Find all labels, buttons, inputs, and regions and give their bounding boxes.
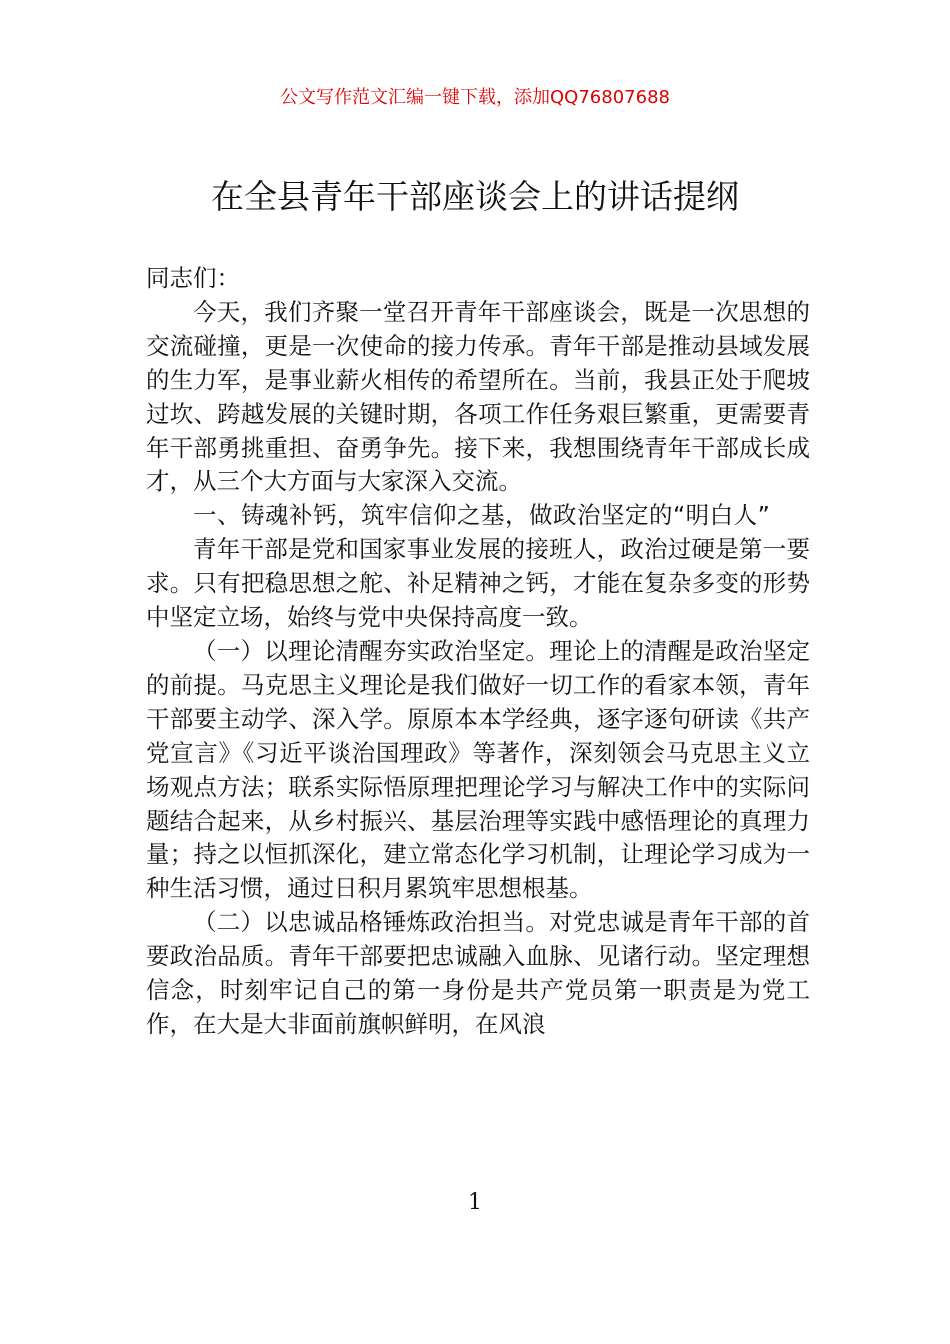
paragraph-subsection-1: （一）以理论清醒夯实政治坚定。理论上的清醒是政治坚定的前提。马克思主义理论是我们做好一切工作的看家本领，青年干部要主动学、深入学。原原本本学经典，逐字逐句研读《共产党宣言》《习近平谈治国理政》等著作，深刻领会马克思主义立场观点方法；联系实际悟原理把理论学习与解决工作中的实际问题结合起来，从乡村振兴、基层治理等实践中感悟理论的真理力量；持之以恒抓深化，建立常态化学习机制，让理论学习成为一种生活习惯，通过日积月累筑牢思想根基。 [146,636,810,903]
document-body [146,262,810,1042]
page-number: 1 [468,1190,482,1215]
paragraph-section-1: 青年干部是党和国家事业发展的接班人，政治过硬是第一要求。只有把稳思想之舵、补足精神之钙，才能在复杂多变的形势中坚定立场，始终与党中央保持高度一致。 [146,535,810,632]
section-heading-1: 一、铸魂补钙，筑牢信仰之基，做政治坚定的“明白人” [193,501,771,530]
salutation: 同志们： [146,264,240,292]
document-title: 在全县青年干部座谈会上的讲话提纲 [211,177,739,216]
download-notice: 公文写作范文汇编一键下载，添加QQ76807688 [280,87,670,108]
paragraph-intro: 今天，我们齐聚一堂召开青年干部座谈会，既是一次思想的交流碰撞，更是一次使命的接力传承。青年干部是推动县域发展的生力军，是事业薪火相传的希望所在。当前，我县正处于爬坡过坎、跨越发展的关键时期，各项工作任务艰巨繁重，更需要青年干部勇挑重担、奋勇争先。接下来，我想围绕青年干部成长成才，从三个大方面与大家深入交流。 [146,297,810,496]
paragraph-subsection-2: （二）以忠诚品格锤炼政治担当。对党忠诚是青年干部的首要政治品质。青年干部要把忠诚融入血脉、见诸行动。坚定理想信念，时刻牢记自己的第一身份是共产党员第一职责是为党工作，在大是大非面前旗帜鲜明，在风浪 [146,908,810,1038]
